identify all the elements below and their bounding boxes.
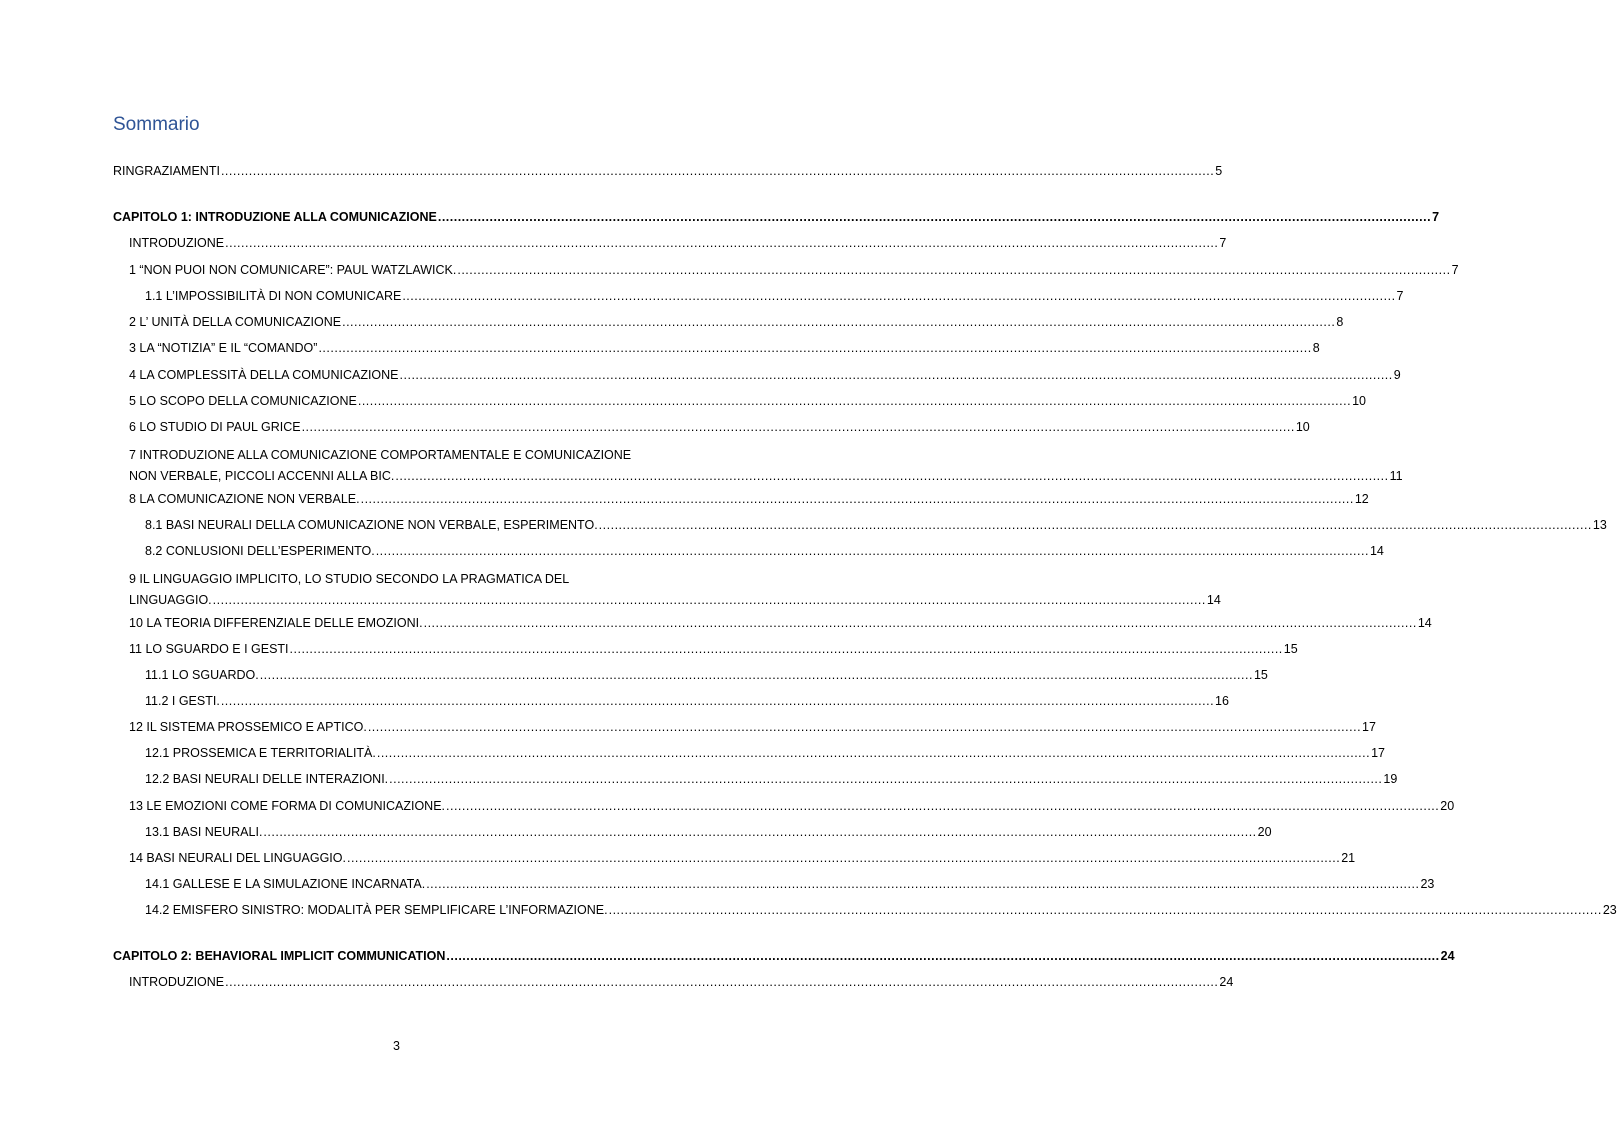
footer-page-number: 3 <box>393 1039 400 1053</box>
toc-entry-page: 21 <box>1341 851 1356 865</box>
toc-entry-section-8[interactable] <box>129 491 1369 507</box>
toc-entry-title: 14 BASI NEURALI DEL LINGUAGGIO. <box>129 851 346 865</box>
toc-entry-page: 11 <box>1389 469 1403 483</box>
toc-entry-section-1-1[interactable] <box>145 288 1404 304</box>
dot-leader <box>368 719 1361 735</box>
toc-entry-page: 14 <box>1206 593 1221 607</box>
toc-entry-title: 8 LA COMUNICAZIONE NON VERBALE. <box>129 492 360 506</box>
toc-entry-page: 20 <box>1257 825 1272 839</box>
toc-entry-section-14[interactable] <box>129 850 1356 866</box>
toc-entry-ringraziamenti[interactable] <box>113 163 1223 179</box>
toc-entry-title: 13.1 BASI NEURALI. <box>145 825 263 839</box>
toc-entry-page: 17 <box>1371 746 1385 760</box>
toc-entry-title: 4 LA COMPLESSITÀ DELLA COMUNICAZIONE <box>129 368 399 382</box>
toc-heading: Sommario <box>113 114 200 135</box>
dot-leader <box>438 209 1431 225</box>
toc-entry-capitolo-1[interactable] <box>113 209 1440 225</box>
toc-entry-section-14-1[interactable] <box>145 876 1435 892</box>
toc-entry-title: 3 LA “NOTIZIA” E IL “COMANDO” <box>129 341 318 355</box>
dot-leader <box>213 590 1206 611</box>
toc-entry-page: 10 <box>1295 420 1310 434</box>
toc-entry-section-13-1[interactable] <box>145 824 1272 840</box>
dot-leader <box>263 824 1256 840</box>
toc-entry-section-8-1[interactable] <box>145 517 1607 533</box>
toc-entry-page: 8 <box>1312 341 1320 355</box>
toc-entry-title: INTRODUZIONE <box>129 975 225 989</box>
toc-entry-title-line-2: LINGUAGGIO. <box>129 593 212 607</box>
toc-entry-page: 13 <box>1592 518 1607 532</box>
dot-leader <box>318 340 1311 356</box>
toc-entry-title: 8.2 CONLUSIONI DELL’ESPERIMENTO. <box>145 544 375 558</box>
toc-entry-section-12-2[interactable] <box>145 771 1398 787</box>
dot-leader <box>599 517 1592 533</box>
toc-entry-section-14-2[interactable] <box>145 902 1617 918</box>
toc-entry-page: 24 <box>1440 949 1455 963</box>
dot-leader <box>361 491 1354 507</box>
toc-entry-title: CAPITOLO 2: BEHAVIORAL IMPLICIT COMMUNICATION <box>113 949 446 963</box>
toc-entry-page: 12 <box>1354 492 1369 506</box>
dot-leader <box>221 693 1214 709</box>
toc-entry-title: 6 LO STUDIO DI PAUL GRICE <box>129 420 301 434</box>
toc-entry-page: 19 <box>1383 772 1398 786</box>
toc-entry-page: 7 <box>1432 210 1440 224</box>
toc-entry-title: 5 LO SCOPO DELLA COMUNICAZIONE <box>129 394 357 408</box>
dot-leader <box>446 798 1439 814</box>
toc-entry-title-line-1: 9 IL LINGUAGGIO IMPLICITO, LO STUDIO SECONDO LA PRAGMATICA DEL <box>129 572 570 586</box>
toc-entry-page: 8 <box>1336 315 1344 329</box>
toc-entry-section-13[interactable] <box>129 798 1455 814</box>
toc-entry-title: 14.2 EMISFERO SINISTRO: MODALITÀ PER SEMPLIFICARE L’INFORMAZIONE. <box>145 903 608 917</box>
toc-entry-title-line-2-row <box>129 590 1221 611</box>
dot-leader <box>260 667 1253 683</box>
toc-entry-section-2[interactable] <box>129 314 1344 330</box>
dot-leader <box>225 235 1218 251</box>
toc-entry-section-7[interactable] <box>129 445 1403 487</box>
dot-leader <box>290 641 1283 657</box>
toc-entry-section-4[interactable] <box>129 367 1401 383</box>
toc-entry-title: 11 LO SGUARDO E I GESTI <box>129 642 289 656</box>
toc-entry-title: 1 “NON PUOI NON COMUNICARE”: PAUL WATZLAWICK. <box>129 263 457 277</box>
toc-entry-section-11-1[interactable] <box>145 667 1268 683</box>
toc-entry-title: 12.1 PROSSEMICA E TERRITORIALITÀ. <box>145 746 376 760</box>
toc-entry-section-10[interactable] <box>129 615 1432 631</box>
toc-entry-capitolo-2[interactable] <box>113 948 1455 964</box>
toc-entry-section-3[interactable] <box>129 340 1320 356</box>
toc-entry-page: 7 <box>1219 236 1227 250</box>
toc-entry-page: 14 <box>1417 616 1432 630</box>
toc-entry-page: 9 <box>1393 368 1401 382</box>
toc-entry-title: 8.1 BASI NEURALI DELLA COMUNICAZIONE NON VERBALE, ESPERIMENTO. <box>145 518 598 532</box>
toc-entry-title: CAPITOLO 1: INTRODUZIONE ALLA COMUNICAZIONE <box>113 210 437 224</box>
dot-leader <box>342 314 1335 330</box>
toc-entry-title-line-2-row <box>129 466 1403 487</box>
toc-entry-introduzione[interactable] <box>129 235 1227 251</box>
dot-leader <box>400 367 1393 383</box>
toc-entry-page: 16 <box>1215 694 1229 708</box>
dot-leader <box>221 163 1214 179</box>
toc-entry-page: 23 <box>1602 903 1617 917</box>
dot-leader <box>457 262 1450 278</box>
toc-entry-title: 12.2 BASI NEURALI DELLE INTERAZIONI. <box>145 772 389 786</box>
toc-entry-page: 10 <box>1352 394 1366 408</box>
toc-entry-section-1[interactable] <box>129 262 1459 278</box>
toc-entry-introduzione-2[interactable] <box>129 974 1234 990</box>
toc-entry-section-9[interactable] <box>129 569 1221 611</box>
toc-entry-title: INTRODUZIONE <box>129 236 225 250</box>
toc-entry-section-11-2[interactable] <box>145 693 1229 709</box>
toc-entry-page: 20 <box>1440 799 1455 813</box>
toc-entry-page: 7 <box>1396 289 1404 303</box>
dot-leader <box>426 876 1419 892</box>
toc-entry-section-8-2[interactable] <box>145 543 1384 559</box>
dot-leader <box>377 745 1370 761</box>
toc-entry-page: 15 <box>1253 668 1268 682</box>
toc-entry-title: 12 IL SISTEMA PROSSEMICO E APTICO. <box>129 720 367 734</box>
toc-entry-title: 10 LA TEORIA DIFFERENZIALE DELLE EMOZIONI. <box>129 616 423 630</box>
dot-leader <box>358 393 1351 409</box>
toc-entry-title: RINGRAZIAMENTI <box>113 164 220 178</box>
toc-entry-title: 1.1 L’IMPOSSIBILITÀ DI NON COMUNICARE <box>145 289 402 303</box>
toc-entry-title: 13 LE EMOZIONI COME FORMA DI COMUNICAZIONE. <box>129 799 446 813</box>
toc-entry-section-12[interactable] <box>129 719 1376 735</box>
dot-leader <box>424 615 1417 631</box>
toc-entry-page: 5 <box>1215 164 1223 178</box>
toc-entry-section-12-1[interactable] <box>145 745 1385 761</box>
toc-entry-section-11[interactable] <box>129 641 1298 657</box>
dot-leader <box>389 771 1382 787</box>
dot-leader <box>395 466 1388 487</box>
toc-entry-title: 11.2 I GESTI. <box>145 694 220 708</box>
toc-entry-title: 11.1 LO SGUARDO. <box>145 668 259 682</box>
dot-leader <box>402 288 1395 304</box>
dot-leader <box>225 974 1218 990</box>
toc-entry-section-6[interactable] <box>129 419 1310 435</box>
toc-entry-title-line-2: NON VERBALE, PICCOLI ACCENNI ALLA BIC. <box>129 469 395 483</box>
toc-entry-page: 15 <box>1283 642 1298 656</box>
dot-leader <box>347 850 1340 866</box>
dot-leader <box>446 948 1439 964</box>
toc-entry-page: 7 <box>1451 263 1459 277</box>
dot-leader <box>302 419 1295 435</box>
toc-entry-page: 23 <box>1420 877 1435 891</box>
dot-leader <box>609 902 1602 918</box>
toc-entry-title-line-1: 7 INTRODUZIONE ALLA COMUNICAZIONE COMPORTAMENTALE E COMUNICAZIONE <box>129 448 632 462</box>
toc-entry-page: 14 <box>1369 544 1384 558</box>
toc-entry-page: 24 <box>1219 975 1234 989</box>
toc-entry-page: 17 <box>1362 720 1376 734</box>
toc-entry-section-5[interactable] <box>129 393 1366 409</box>
toc-entry-title: 2 L’ UNITÀ DELLA COMUNICAZIONE <box>129 315 342 329</box>
toc-entry-title: 14.1 GALLESE E LA SIMULAZIONE INCARNATA. <box>145 877 426 891</box>
dot-leader <box>376 543 1369 559</box>
